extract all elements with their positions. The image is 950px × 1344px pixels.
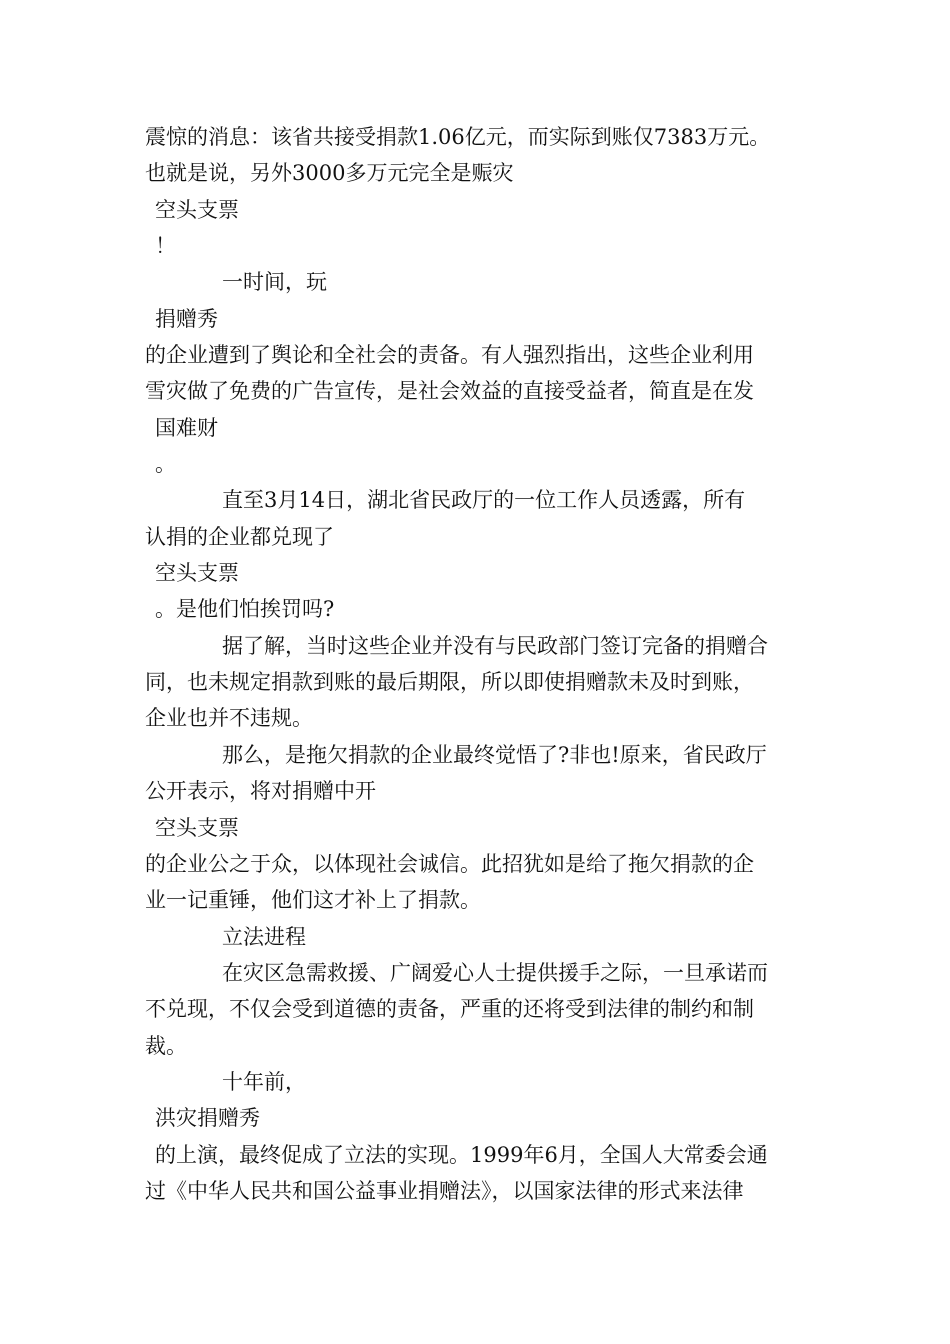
text-line: 也就是说，另外3000多万元完全是赈灾 bbox=[145, 161, 514, 185]
text-line: 不兑现，不仅会受到道德的责备，严重的还将受到法律的制约和制 bbox=[145, 997, 754, 1021]
text-line: 过《中华人民共和国公益事业捐赠法》，以国家法律的形式来法律 bbox=[145, 1179, 744, 1203]
text-line: 据了解，当时这些企业并没有与民政部门签订完备的捐赠合 bbox=[222, 634, 768, 658]
text-line: 洪灾捐赠秀 bbox=[155, 1106, 260, 1130]
text-line: 直至3月14日，湖北省民政厅的一位工作人员透露，所有 bbox=[222, 488, 746, 512]
text-line: 业一记重锤，他们这才补上了捐款。 bbox=[145, 888, 481, 912]
text-line: 的企业遭到了舆论和全社会的责备。有人强烈指出，这些企业利用 bbox=[145, 343, 754, 367]
text-line: 国难财 bbox=[155, 416, 218, 440]
text-line: 雪灾做了免费的广告宣传，是社会效益的直接受益者，简直是在发 bbox=[145, 379, 754, 403]
text-line: 同，也未规定捐款到账的最后期限，所以即使捐赠款未及时到账， bbox=[145, 670, 754, 694]
text-line: 十年前， bbox=[222, 1070, 306, 1094]
text-line: 。是他们怕挨罚吗? bbox=[155, 597, 335, 621]
text-line: 一时间，玩 bbox=[222, 270, 327, 294]
text-line: 。 bbox=[155, 452, 176, 476]
text-line: 在灾区急需救援、广阔爱心人士提供援手之际，一旦承诺而 bbox=[222, 961, 768, 985]
text-line: 那么，是拖欠捐款的企业最终觉悟了?非也!原来，省民政厅 bbox=[222, 743, 767, 767]
text-line: 空头支票 bbox=[155, 561, 239, 585]
text-line: 认捐的企业都兑现了 bbox=[145, 525, 334, 549]
section-heading: 立法进程 bbox=[222, 925, 306, 949]
text-line: 裁。 bbox=[145, 1034, 187, 1058]
text-line: 的企业公之于众，以体现社会诚信。此招犹如是给了拖欠捐款的企 bbox=[145, 852, 754, 876]
text-line: ！ bbox=[155, 234, 176, 258]
text-line: 空头支票 bbox=[155, 198, 239, 222]
text-line: 捐赠秀 bbox=[155, 307, 218, 331]
text-line: 震惊的消息：该省共接受捐款1.06亿元，而实际到账仅7383万元。 bbox=[145, 125, 771, 149]
text-line: 的上演，最终促成了立法的实现。1999年6月，全国人大常委会通 bbox=[155, 1143, 768, 1167]
text-line: 公开表示，将对捐赠中开 bbox=[145, 779, 376, 803]
text-line: 企业也并不违规。 bbox=[145, 706, 313, 730]
text-line: 空头支票 bbox=[155, 816, 239, 840]
